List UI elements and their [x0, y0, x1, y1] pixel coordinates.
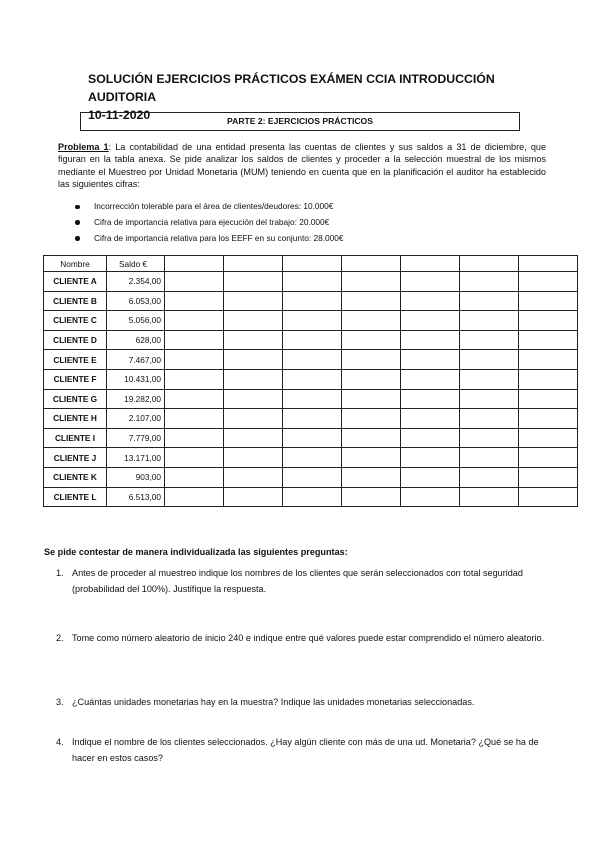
empty-cell	[165, 350, 224, 370]
table-row	[44, 448, 578, 468]
empty-cell	[342, 272, 401, 292]
empty-cell	[519, 467, 578, 487]
empty-cell	[519, 311, 578, 331]
empty-header-cell	[283, 256, 342, 272]
empty-cell	[401, 272, 460, 292]
table-row	[44, 487, 578, 507]
empty-cell	[519, 409, 578, 429]
empty-cell	[401, 448, 460, 468]
table-row	[44, 272, 578, 292]
empty-cell	[165, 487, 224, 507]
client-name-cell: CLIENTE E	[44, 350, 107, 370]
empty-cell	[342, 350, 401, 370]
client-saldo-cell: 19.282,00	[107, 389, 165, 409]
empty-cell	[224, 330, 283, 350]
question-text: Antes de proceder al muestreo indique los nombres de los clientes que serán seleccionados con total seguridad (probabilidad del 100%). Justifique la respuesta.	[72, 568, 523, 594]
questions-intro: Se pide contestar de manera individualizada las siguientes preguntas:	[44, 547, 348, 557]
problem-statement	[58, 141, 546, 191]
empty-cell	[460, 311, 519, 331]
client-name-cell: CLIENTE B	[44, 291, 107, 311]
client-name-cell: CLIENTE F	[44, 369, 107, 389]
problem-label: Problema 1	[58, 142, 109, 152]
empty-cell	[283, 330, 342, 350]
empty-cell	[283, 291, 342, 311]
question-number: 3.	[56, 697, 64, 707]
list-item: Cifra de importancia relativa para ejecución del trabajo: 20.000€	[74, 215, 514, 231]
client-saldo-cell: 6.513,00	[107, 487, 165, 507]
client-name-cell: CLIENTE I	[44, 428, 107, 448]
client-saldo-cell: 903,00	[107, 467, 165, 487]
bullet-icon	[75, 205, 80, 210]
empty-cell	[224, 369, 283, 389]
empty-cell	[460, 428, 519, 448]
empty-cell	[342, 311, 401, 331]
empty-cell	[342, 409, 401, 429]
client-saldo-cell: 6.053,00	[107, 291, 165, 311]
client-name-cell: CLIENTE G	[44, 389, 107, 409]
empty-cell	[342, 487, 401, 507]
table-row	[44, 389, 578, 409]
empty-cell	[401, 350, 460, 370]
empty-cell	[460, 291, 519, 311]
empty-cell	[165, 272, 224, 292]
empty-cell	[401, 409, 460, 429]
client-saldo-cell: 2.107,00	[107, 409, 165, 429]
client-saldo-cell: 628,00	[107, 330, 165, 350]
empty-cell	[165, 291, 224, 311]
empty-cell	[342, 369, 401, 389]
empty-cell	[224, 389, 283, 409]
empty-cell	[519, 448, 578, 468]
empty-cell	[224, 448, 283, 468]
table-row	[44, 291, 578, 311]
empty-cell	[283, 448, 342, 468]
empty-cell	[401, 428, 460, 448]
empty-cell	[165, 311, 224, 331]
question-number: 4.	[56, 737, 64, 747]
client-name-cell: CLIENTE L	[44, 487, 107, 507]
empty-header-cell	[342, 256, 401, 272]
empty-cell	[519, 369, 578, 389]
empty-cell	[283, 487, 342, 507]
empty-cell	[283, 409, 342, 429]
list-item: Incorrección tolerable para el área de clientes/deudores: 10.000€	[74, 199, 514, 215]
empty-cell	[519, 350, 578, 370]
empty-header-cell	[224, 256, 283, 272]
question-3	[56, 694, 546, 710]
empty-header-cell	[165, 256, 224, 272]
client-name-cell: CLIENTE C	[44, 311, 107, 331]
empty-cell	[283, 311, 342, 331]
part-heading-box: PARTE 2: EJERCICIOS PRÁCTICOS	[80, 112, 520, 131]
table-row	[44, 330, 578, 350]
empty-cell	[460, 467, 519, 487]
empty-cell	[224, 487, 283, 507]
client-saldo-cell: 7.779,00	[107, 428, 165, 448]
table-row	[44, 428, 578, 448]
empty-cell	[342, 428, 401, 448]
empty-cell	[401, 311, 460, 331]
empty-cell	[519, 291, 578, 311]
empty-cell	[224, 467, 283, 487]
empty-cell	[342, 467, 401, 487]
question-text: ¿Cuántas unidades monetarias hay en la muestra? Indique las unidades monetarias seleccionadas.	[72, 697, 475, 707]
question-4	[56, 734, 546, 766]
table-body	[44, 272, 578, 507]
client-name-cell: CLIENTE H	[44, 409, 107, 429]
question-1	[56, 565, 546, 597]
empty-cell	[519, 428, 578, 448]
empty-cell	[460, 448, 519, 468]
client-saldo-cell: 2.354,00	[107, 272, 165, 292]
column-header-nombre: Nombre	[44, 256, 107, 272]
table-row	[44, 409, 578, 429]
empty-cell	[283, 428, 342, 448]
empty-header-cell	[460, 256, 519, 272]
empty-header-cell	[401, 256, 460, 272]
empty-cell	[283, 350, 342, 370]
clients-table	[43, 255, 578, 507]
empty-cell	[460, 330, 519, 350]
empty-cell	[460, 487, 519, 507]
question-text: Tome como número aleatorio de inicio 240 e indique entre qué valores puede estar comprendido el número aleatorio.	[72, 633, 545, 643]
title-line-2: 10-11-2020	[88, 108, 151, 122]
empty-cell	[401, 389, 460, 409]
problem-text: : La contabilidad de una entidad presenta las cuentas de clientes y sus saldos a 31 de diciembre, que figuran en la tabla anexa. Se pide analizar los saldos de clientes y proceder a la selección muestral de los mismos mediante el Muestreo por Unidad Monetaria (MUM) teniendo en cuenta que en la planificación el auditor ha establecido las siguientes cifras:	[58, 142, 546, 190]
empty-cell	[283, 467, 342, 487]
client-name-cell: CLIENTE A	[44, 272, 107, 292]
empty-cell	[224, 272, 283, 292]
client-saldo-cell: 5.056,00	[107, 311, 165, 331]
empty-cell	[224, 350, 283, 370]
empty-cell	[342, 389, 401, 409]
empty-cell	[165, 409, 224, 429]
table-row	[44, 350, 578, 370]
empty-cell	[460, 409, 519, 429]
empty-cell	[224, 291, 283, 311]
empty-cell	[165, 389, 224, 409]
empty-cell	[165, 428, 224, 448]
question-number: 1.	[56, 568, 64, 578]
empty-cell	[460, 369, 519, 389]
question-text: Indique el nombre de los clientes seleccionados. ¿Hay algún cliente con más de una ud. Monetaria? ¿Qué se ha de hacer en estos casos?	[72, 737, 539, 763]
empty-cell	[342, 448, 401, 468]
empty-cell	[165, 369, 224, 389]
empty-cell	[401, 291, 460, 311]
empty-cell	[460, 272, 519, 292]
table-row	[44, 311, 578, 331]
empty-cell	[460, 389, 519, 409]
table-row	[44, 369, 578, 389]
client-saldo-cell: 10.431,00	[107, 369, 165, 389]
question-2	[56, 630, 546, 646]
list-item: Cifra de importancia relativa para los EEFF en su conjunto: 28.000€	[74, 231, 514, 247]
empty-cell	[401, 487, 460, 507]
client-saldo-cell: 13.171,00	[107, 448, 165, 468]
empty-cell	[401, 369, 460, 389]
column-header-saldo: Saldo €	[107, 256, 165, 272]
client-name-cell: CLIENTE K	[44, 467, 107, 487]
empty-cell	[519, 272, 578, 292]
question-number: 2.	[56, 633, 64, 643]
empty-cell	[224, 409, 283, 429]
empty-cell	[165, 330, 224, 350]
empty-cell	[165, 448, 224, 468]
empty-cell	[460, 350, 519, 370]
empty-header-cell	[519, 256, 578, 272]
table-header-row	[44, 256, 578, 272]
bullet-icon	[75, 220, 80, 225]
empty-cell	[283, 389, 342, 409]
table-row	[44, 467, 578, 487]
empty-cell	[283, 369, 342, 389]
bullet-icon	[75, 236, 80, 241]
empty-cell	[519, 389, 578, 409]
empty-cell	[401, 467, 460, 487]
client-saldo-cell: 7.467,00	[107, 350, 165, 370]
parameters-list	[74, 199, 514, 246]
empty-cell	[342, 330, 401, 350]
empty-cell	[224, 428, 283, 448]
empty-cell	[519, 487, 578, 507]
empty-cell	[283, 272, 342, 292]
title-line-1: SOLUCIÓN EJERCICIOS PRÁCTICOS EXÁMEN CCIA INTRODUCCIÓN AUDITORIA	[88, 72, 495, 104]
client-name-cell: CLIENTE D	[44, 330, 107, 350]
empty-cell	[401, 330, 460, 350]
client-name-cell: CLIENTE J	[44, 448, 107, 468]
empty-cell	[165, 467, 224, 487]
empty-cell	[519, 330, 578, 350]
empty-cell	[224, 311, 283, 331]
empty-cell	[342, 291, 401, 311]
